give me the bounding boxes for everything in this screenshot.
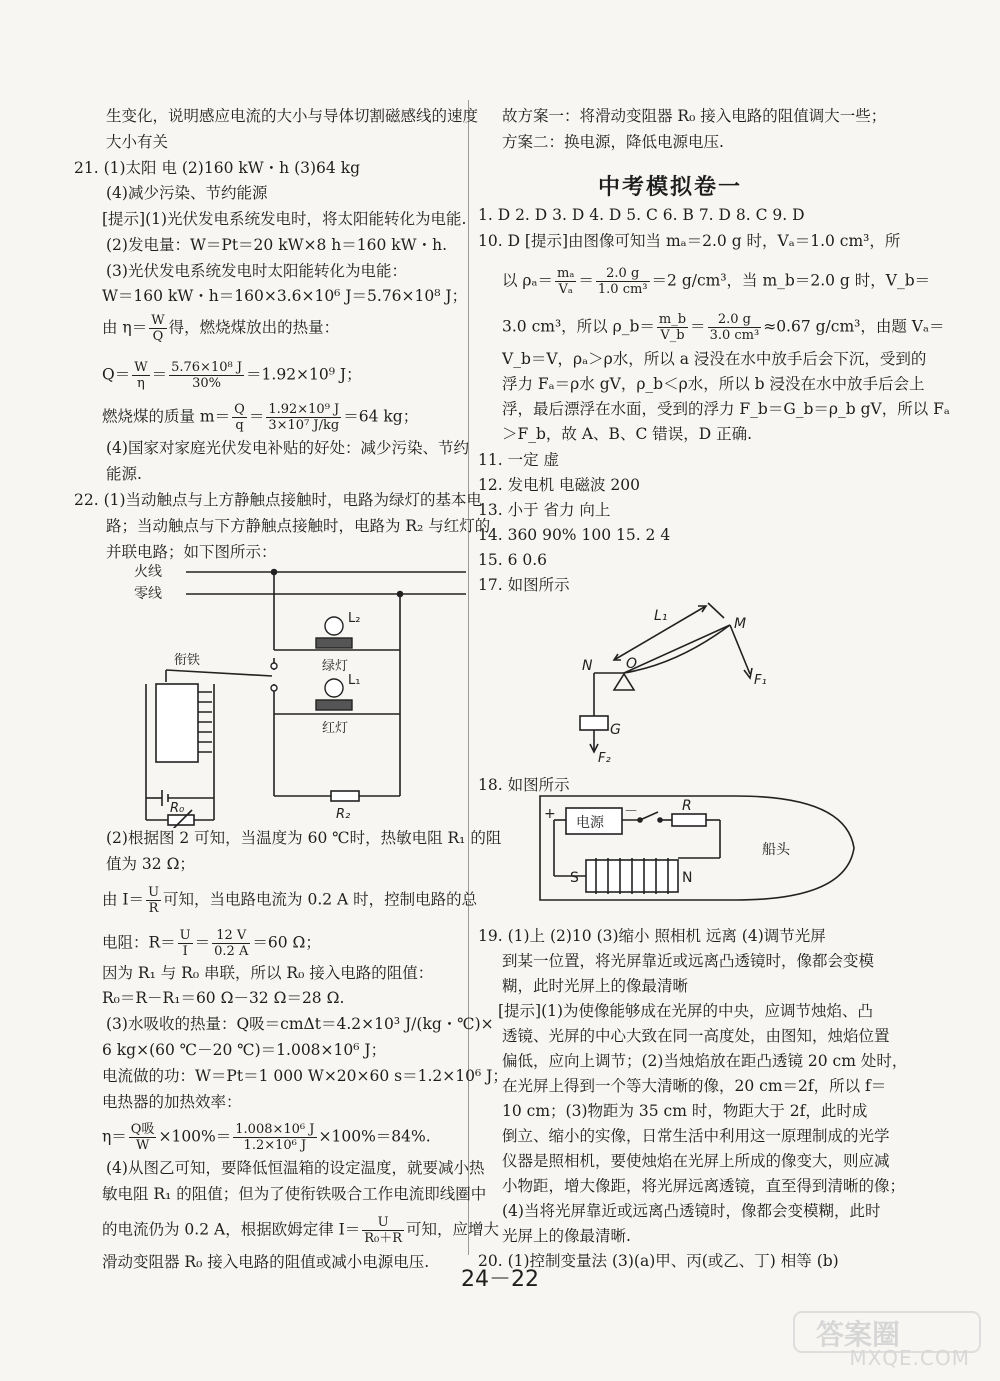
formula-text: ＝	[248, 407, 265, 426]
formula-text: 可知，应增大	[406, 1220, 500, 1239]
text-line: ＞F_b，故 A、B、C 错误，D 正确.	[502, 425, 753, 443]
text-line: 浮，最后漂浮在水面，受到的浮力 F_b＝G_b＝ρ_b gV，所以 Fₐ	[502, 400, 950, 418]
text-line: 大小有关	[106, 133, 169, 151]
fraction	[657, 312, 688, 343]
text-line: 透镜、光屏的中心大致在同一高度处，由图知，烛焰位置	[502, 1027, 890, 1045]
text-line: W＝160 kW・h＝160×3.6×10⁶ J＝5.76×10⁸ J；	[102, 287, 468, 305]
denominator: I	[182, 944, 188, 959]
text-line: 因为 R₁ 与 R₀ 串联，所以 R₀ 接入电路的阻值：	[102, 964, 434, 982]
fraction	[708, 312, 762, 343]
text-line: 在光屏上得到一个等大清晰的像，20 cm＝2f，所以 f＝	[502, 1077, 887, 1095]
denominator: Q	[152, 329, 164, 344]
text-line: 方案二：换电源，降低电源电压.	[502, 133, 724, 151]
text-line: 能源.	[106, 465, 142, 483]
numerator: Q吸	[130, 1122, 155, 1137]
label-F2: F₂	[598, 751, 611, 766]
text-line: V_b＝V，ρₐ＞ρ水，所以 a 浸没在水中放手后会下沉，受到的	[502, 350, 927, 368]
text-line: (4)从图乙可知，要降低恒温箱的设定温度，就要减小热	[106, 1159, 485, 1177]
formula-text: 以 ρₐ＝	[502, 271, 554, 290]
formula-text: ×100%＝	[158, 1127, 232, 1146]
formula-text: 电阻：R＝	[102, 933, 176, 952]
label-R: R	[682, 798, 692, 814]
label-L1: L₁	[348, 673, 361, 688]
text-line: 滑动变阻器 R₀ 接入电路的阻值或减小电源电压.	[102, 1253, 430, 1271]
page-number: 24－22	[461, 1267, 539, 1292]
hint-21: [提示](1)光伏发电系统发电时，将太阳能转化为电能.	[102, 210, 467, 228]
fraction	[233, 1122, 316, 1153]
numerator: U	[362, 1215, 404, 1231]
text-line: 偏低，应向上调节；(2)当烛焰放在距凸透镜 20 cm 处时，	[502, 1052, 908, 1070]
label-lingxian: 零线	[134, 586, 162, 602]
answer-17: 17. 如图所示	[478, 576, 570, 594]
text-line: 倒立、缩小的实像，日常生活中利用这一原理制成的光学	[502, 1127, 890, 1145]
label-R2: R₂	[336, 807, 351, 822]
formula-text: 燃烧煤的质量 m＝	[102, 407, 231, 426]
formula-line	[102, 1215, 499, 1246]
numerator: 12 V	[212, 928, 250, 944]
denominator: 1.2×10⁶ J	[243, 1138, 307, 1153]
text-line: (4)国家对家庭光伏发电补贴的好处：减少污染、节约	[106, 439, 469, 457]
text-line: (3)水吸收的热量：Q吸＝cmΔt＝4.2×10³ J/(kg・℃)×	[106, 1015, 494, 1033]
numerator: mₐ	[557, 266, 575, 281]
numerator: W	[134, 360, 148, 375]
watermark-site: MXQE.COM	[849, 1346, 970, 1370]
formula-text: ＝	[690, 317, 706, 336]
answer-18: 18. 如图所示	[478, 776, 570, 794]
denominator: 3.0 cm³	[709, 328, 760, 343]
answer-10: 10. D [提示]由图像可知当 mₐ＝2.0 g 时，Vₐ＝1.0 cm³，所	[478, 232, 901, 250]
formula-line	[102, 928, 321, 959]
fraction	[146, 885, 161, 916]
text-line: 电流做的功：W＝Pt＝1 000 W×20×60 s＝1.2×10⁶ J；	[102, 1067, 508, 1085]
denominator: R₀＋R	[364, 1231, 403, 1246]
text-line: 值为 32 Ω；	[106, 855, 195, 873]
text-line: (4)当将光屏靠近或远离凸透镜时，像都会变模糊，此时	[502, 1202, 881, 1220]
formula-line	[102, 313, 339, 344]
label-chuantou: 船头	[762, 842, 790, 858]
fraction	[555, 266, 576, 297]
denominator: 30%	[192, 376, 222, 391]
label-S: S	[570, 870, 579, 886]
text-line: 糊，此时光屏上的像最清晰	[502, 977, 689, 995]
label-plus: +	[544, 806, 556, 822]
denominator: W	[135, 1138, 150, 1153]
formula-text: ＝64 kg；	[343, 407, 419, 426]
numerator: 1.008×10⁶ J	[235, 1122, 315, 1137]
text-line: 6 kg×(60 ℃－20 ℃)＝1.008×10⁶ J；	[102, 1041, 387, 1059]
lever-diagram	[568, 588, 798, 768]
formula-line	[102, 360, 362, 391]
formula-text: ＝	[151, 365, 168, 384]
answer-15: 15. 6 0.6	[478, 551, 548, 569]
label-R0: R₀	[170, 801, 185, 816]
text-line: 10 cm；(3)物距为 35 cm 时，物距大于 2f，此时成	[502, 1102, 868, 1120]
text-line: 并联电路；如下图所示：	[106, 543, 277, 561]
section-title: 中考模拟卷一	[598, 175, 743, 200]
numerator: 5.76×10⁸ J	[171, 360, 243, 375]
text-line: 到某一位置，将光屏靠近或远离凸透镜时，像都会变模	[502, 952, 875, 970]
label-xiantie: 衔铁	[174, 653, 201, 668]
answer-13: 13. 小于 省力 向上	[478, 501, 611, 519]
fraction	[169, 360, 244, 391]
text-line: 电热器的加热效率：	[102, 1093, 242, 1111]
formula-text: ＝2 g/cm³，当 m_b＝2.0 g 时，V_b＝	[651, 271, 931, 290]
denominator: η	[137, 376, 145, 391]
formula-line	[102, 402, 418, 433]
answer-14: 14. 360 90% 100 15. 2 4	[478, 526, 671, 544]
formula-text: 的电流仍为 0.2 A，根据欧姆定律 I＝	[102, 1220, 361, 1239]
fraction	[178, 928, 193, 959]
answer-22: 22. (1)当动触点与上方静触点接触时，电路为绿灯的基本电	[74, 491, 483, 509]
formula-text: Q＝	[102, 365, 131, 384]
fraction	[266, 402, 341, 433]
formula-line	[502, 312, 944, 343]
text-line: (2)根据图 2 可知，当温度为 60 ℃时，热敏电阻 R₁ 的阻	[106, 829, 502, 847]
fraction	[596, 266, 650, 297]
text-line: R₀＝R－R₁＝60 Ω－32 Ω＝28 Ω.	[102, 989, 345, 1007]
denominator: 3×10⁷ J/kg	[268, 418, 340, 433]
denominator: R	[148, 901, 159, 916]
denominator: 0.2 A	[214, 944, 249, 959]
denominator: q	[235, 418, 244, 433]
label-L2: L₂	[348, 611, 361, 626]
formula-text: ＝60 Ω；	[252, 933, 321, 952]
formula-text: 可知，当电路电流为 0.2 A 时，控制电路的总	[163, 890, 478, 909]
text-line: 仪器是照相机，要使烛焰在光屏上所成的像变大，则应减	[502, 1152, 890, 1170]
text-line: 敏电阻 R₁ 的阻值；但为了使衔铁吸合工作电流即线圈中	[102, 1185, 487, 1203]
denominator: Vₐ	[558, 282, 573, 297]
formula-text: ＝	[578, 271, 594, 290]
formula-text: ≈0.67 g/cm³，由题 Vₐ＝	[763, 317, 945, 336]
formula-line	[102, 1122, 431, 1153]
formula-line	[102, 885, 477, 916]
text-line: 故方案一：将滑动变阻器 R₀ 接入电路的阻值调大一些；	[502, 107, 887, 125]
label-dianyuan: 电源	[576, 815, 604, 831]
watermark-logo-text: 答案圈	[816, 1318, 901, 1351]
text-line: 光屏上的像最清晰.	[502, 1227, 631, 1245]
formula-text: ＝	[194, 933, 211, 952]
numerator: m_b	[658, 312, 687, 327]
text-line: (2)发电量：W＝Pt＝20 kW×8 h＝160 kW・h.	[106, 236, 448, 254]
fraction	[232, 402, 247, 433]
formula-text: 得，燃烧煤放出的热量：	[168, 318, 340, 337]
label-lvdeng: 绿灯	[322, 659, 349, 674]
text-line: 路；当动触点与下方静触点接触时，电路为 R₂ 与红灯的	[106, 517, 491, 535]
fraction	[212, 928, 250, 959]
denominator: V_b	[660, 328, 685, 343]
formula-text: 3.0 cm³，所以 ρ_b＝	[502, 317, 655, 336]
text-line: 生变化，说明感应电流的大小与导体切割磁感线的速度	[106, 107, 479, 125]
denominator: 1.0 cm³	[597, 282, 648, 297]
label-N: N	[682, 870, 693, 886]
answer-20: 20. (1)控制变量法 (3)(a)甲、丙(或乙、丁) 相等 (b)	[478, 1252, 839, 1270]
label-G: G	[610, 722, 621, 738]
label-hongdeng: 红灯	[322, 721, 349, 736]
label-N: N	[582, 658, 593, 674]
answer-1-9: 1. D 2. D 3. D 4. D 5. C 6. B 7. D 8. C 9. D	[478, 206, 805, 224]
formula-line	[502, 266, 930, 297]
text-line: (3)光伏发电系统发电时太阳能转化为电能：	[106, 262, 407, 280]
answer-12: 12. 发电机 电磁波 200	[478, 476, 641, 494]
fraction	[149, 313, 166, 344]
numerator: U	[179, 928, 191, 943]
text-line: (4)减少污染、节约能源	[106, 184, 268, 202]
formula-text: 由 I＝	[102, 890, 145, 909]
label-L1: L₁	[654, 608, 668, 624]
label-M: M	[734, 616, 747, 632]
boat-electromagnet-diagram	[536, 790, 866, 906]
fraction	[129, 1122, 157, 1153]
label-F1: F₁	[754, 673, 767, 688]
formula-text: ＝1.92×10⁹ J；	[246, 365, 362, 384]
text-line: 小物距，增大像距，将光屏远离透镜，直至得到清晰的像；	[502, 1177, 906, 1195]
fraction	[132, 360, 149, 391]
label-minus: －	[624, 804, 638, 820]
numerator: Q	[234, 402, 245, 417]
formula-text: 由 η＝	[102, 318, 148, 337]
formula-text: ×100%＝84%.	[318, 1127, 431, 1146]
numerator: W	[151, 313, 165, 328]
answer-19: 19. (1)上 (2)10 (3)缩小 照相机 远离 (4)调节光屏	[478, 927, 826, 945]
relay-circuit-diagram	[126, 558, 476, 828]
answer-21: 21. (1)太阳 电 (2)160 kW・h (3)64 kg	[74, 159, 361, 177]
hint-19: [提示](1)为使像能够成在光屏的中央，应调节烛焰、凸	[498, 1002, 874, 1020]
numerator: 2.0 g	[596, 266, 650, 282]
numerator: U	[148, 885, 160, 900]
formula-text: η＝	[102, 1127, 127, 1146]
numerator: 1.92×10⁹ J	[268, 402, 340, 417]
fraction	[362, 1215, 404, 1246]
text-line: 浮力 Fₐ＝ρ水 gV，ρ_b＜ρ水，所以 b 浸没在水中放手后会上	[502, 375, 925, 393]
answer-11: 11. 一定 虚	[478, 451, 560, 469]
numerator: 2.0 g	[708, 312, 762, 328]
label-O: O	[626, 656, 638, 672]
label-huoxian: 火线	[134, 564, 162, 580]
